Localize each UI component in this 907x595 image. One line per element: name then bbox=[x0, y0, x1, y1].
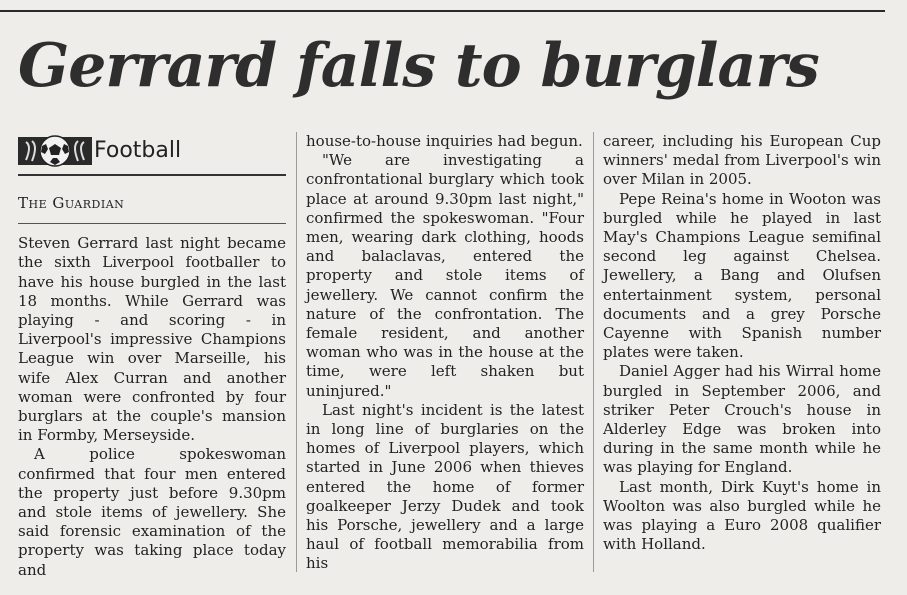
paragraph: Last night's incident is the latest in long line of burglaries on the homes of Liverpool players, which started in June 2006 when thieves entered the home of former goalkeeper Jerzy Dudek and took his Porsche, jewellery and a large haul of football memorabilia from his bbox=[306, 400, 584, 573]
column-1 bbox=[18, 132, 286, 580]
section-label: Football bbox=[94, 138, 182, 164]
byline-rule bbox=[18, 223, 286, 224]
column-2 bbox=[306, 132, 584, 574]
paragraph: Daniel Agger had his Wirral home burgled in September 2006, and striker Peter Crouch's house in Alderley Edge was broken into during in the same month while he was playing for England. bbox=[603, 362, 881, 477]
source-byline: The Guardian bbox=[18, 194, 125, 212]
headline: Gerrard falls to burglars bbox=[18, 31, 819, 101]
column-3 bbox=[603, 132, 881, 554]
section-rule bbox=[18, 174, 286, 176]
column-divider bbox=[593, 132, 594, 572]
paragraph: Pepe Reina's home in Wooton was burgled while he played in last May's Champions League semifinal second leg against Chelsea. Jewellery, a Bang and Olufsen entertainment system, personal documents and a grey Porsche Cayenne with Spanish number plates were taken. bbox=[603, 189, 881, 362]
column-divider bbox=[296, 132, 297, 572]
paragraph: "We are investigating a confrontational burglary which took place at around 9.30pm last night," confirmed the spokeswoman. "Four men, wearing dark clothing, hoods and balaclavas, entered the property and stole items of jewellery. We cannot confirm the nature of the confrontation. The female resident, and another woman who was in the house at the time, were left shaken but uninjured." bbox=[306, 151, 584, 400]
top-rule bbox=[0, 10, 885, 12]
paragraph: A police spokeswoman confirmed that four men entered the property just before 9.30pm and stole items of jewellery. She said forensic examination of the property was taking place today and bbox=[18, 445, 286, 579]
paragraph: house-to-house inquiries had begun. bbox=[306, 132, 583, 150]
paragraph: Steven Gerrard last night became the sixth Liverpool footballer to have his house burgled in the last 18 months. While Gerrard was playing - and scoring - in Liverpool's impressive Champions League win over Marseille, his wife Alex Curran and another woman were confronted by four burglars at the couple's mansion in Formby, Merseyside. bbox=[18, 234, 286, 445]
paragraph: Last month, Dirk Kuyt's home in Woolton was also burgled while he was playing a Euro 2008 qualifier with Holland. bbox=[603, 477, 881, 554]
paragraph: career, including his European Cup winners' medal from Liverpool's win over Milan in 2005. bbox=[603, 132, 881, 189]
football-icon bbox=[18, 134, 92, 168]
section-tag bbox=[18, 134, 286, 168]
